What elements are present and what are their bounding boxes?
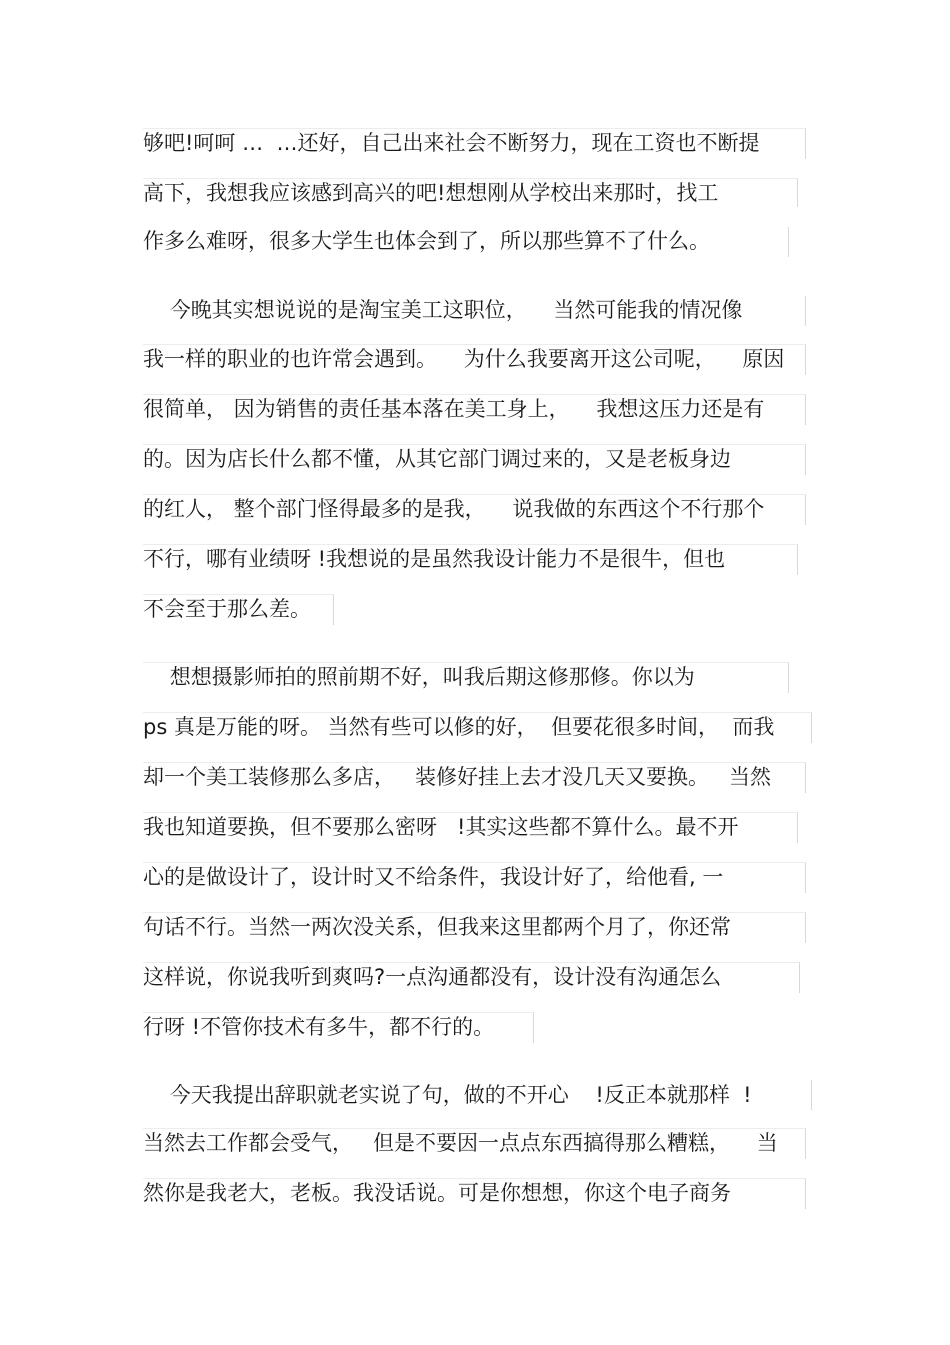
text-line: 当然去工作都会受气， 但是不要因一点点东西搞得那么糟糕， 当 [143, 1131, 778, 1155]
text-line: 很简单， 因为销售的责任基本落在美工身上， 我想这压力还是有 [143, 397, 765, 421]
text-line: 今天我提出辞职就老实说了句，做的不开心 !反正本就那样 ! [143, 1083, 752, 1107]
text-line: 作多么难呀，很多大学生也体会到了，所以那些算不了什么。 [143, 229, 710, 253]
text-line: 我也知道要换，但不要那么密呀 !其实这些都不算什么。最不开 [143, 815, 739, 839]
text-line: 心的是做设计了，设计时又不给条件，我设计好了，给他看, 一 [143, 865, 724, 889]
text-line: 句话不行。当然一两次没关系，但我来这里都两个月了，你还常 [143, 915, 731, 939]
text-line: 不行，哪有业绩呀 !我想说的是虽然我设计能力不是很牛，但也 [143, 547, 726, 571]
text-line: 行呀 !不管你技术有多牛，都不行的。 [143, 1015, 495, 1039]
text-line: 然你是我老大，老板。我没话说。可是你想想，你这个电子商务 [143, 1181, 731, 1205]
text-line: 的红人， 整个部门怪得最多的是我， 说我做的东西这个不行那个 [143, 497, 765, 521]
text-line: 却一个美工装修那么多店， 装修好挂上去才没几天又要换。 当然 [143, 765, 772, 789]
text-line: 的。因为店长什么都不懂，从其它部门调过来的，又是老板身边 [143, 447, 731, 471]
text-line: 我一样的职业的也许常会遇到。 为什么我要离开这公司呢， 原因 [143, 347, 785, 371]
text-line: ps 真是万能的呀。 当然有些可以修的好， 但要花很多时间， 而我 [143, 715, 775, 739]
text-line: 这样说，你说我听到爽吗?一点沟通都没有，设计没有沟通怎么 [143, 965, 722, 989]
text-line: 高下，我想我应该感到高兴的吧!想想刚从学校出来那时，找工 [143, 181, 719, 205]
text-line: 今晚其实想说说的是淘宝美工这职位， 当然可能我的情况像 [143, 298, 743, 322]
text-line: 想想摄影师拍的照前期不好，叫我后期这修那修。你以为 [143, 665, 695, 689]
text-line: 不会至于那么差。 [143, 597, 311, 621]
text-line: 够吧!呵呵 … …还好，自己出来社会不断努力，现在工资也不断提 [143, 131, 760, 155]
